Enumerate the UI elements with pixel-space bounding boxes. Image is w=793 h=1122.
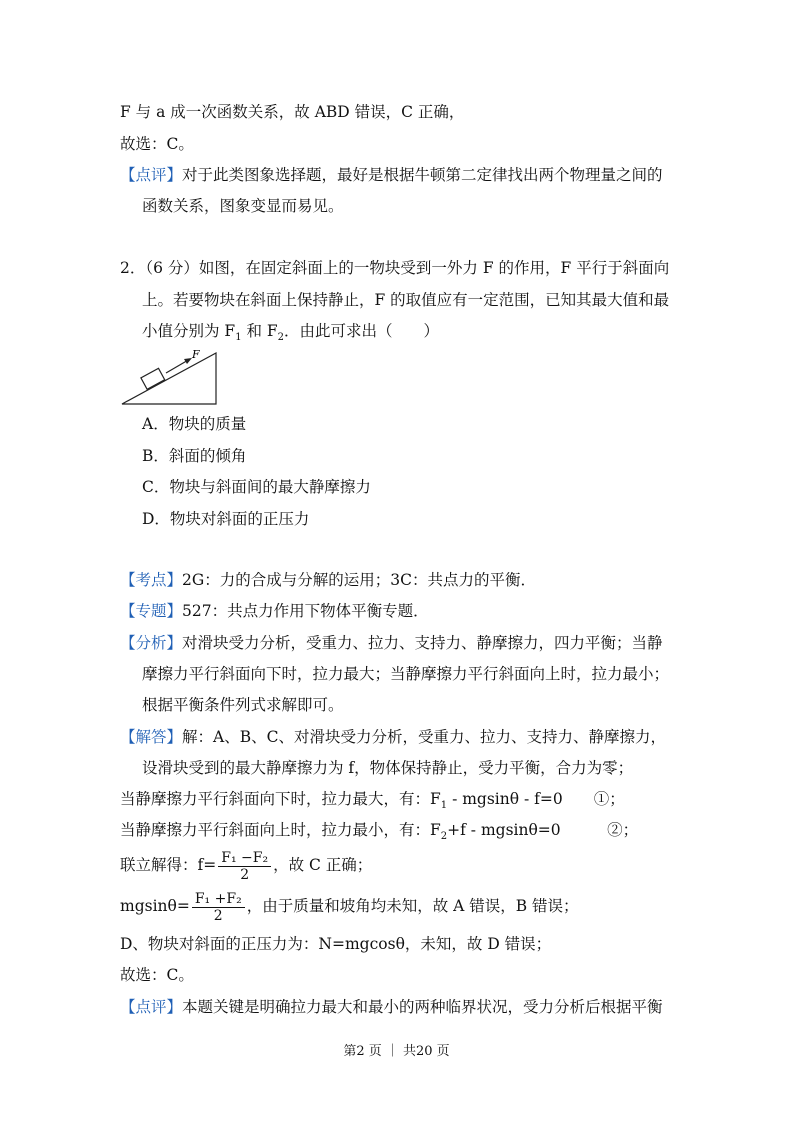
review: 【点评】本题关键是明确拉力最大和最小的两种临界状况，受力分析后根据平衡 — [120, 998, 663, 1016]
option-c: C．物块与斜面间的最大静摩擦力 — [142, 478, 371, 496]
fenxi: 【分析】对滑块受力分析，受重力、拉力、支持力、静摩擦力，四力平衡；当静 — [120, 634, 663, 652]
jieda-cont: 设滑块受到的最大静摩擦力为 f，物体保持静止，受力平衡，合力为零； — [142, 759, 634, 777]
block — [141, 368, 165, 389]
force-arrow-head — [184, 358, 192, 364]
question-stem-2: 上。若要物块在斜面上保持静止，F 的取值应有一定范围，已知其最大值和最 — [142, 291, 670, 309]
equation-2: 当静摩擦力平行斜面向上时，拉力最小，有：$F_2+f - mgsin\theta=0$ ②； — [120, 821, 639, 843]
equation-1: 当静摩擦力平行斜面向下时，拉力最大，有：$F_1 - mgsin\theta - f=0$ ①； — [120, 790, 625, 812]
question-stem-3: 小值分别为 $F_1$ 和 $F_2$．由此可求出（ ） — [142, 322, 440, 344]
fenxi-cont-2: 根据平衡条件列式求解即可。 — [142, 696, 344, 714]
incline-triangle — [122, 353, 216, 404]
option-d-analysis: D、物块对斜面的正压力为：N=mgcosθ，未知，故 D 错误； — [120, 935, 552, 953]
solve-mgsin: mgsinθ= $\frac{\text{F₁ +F₂}}{2}$ ，由于质量和坡角均未知，故 A 错误，B 错误； — [120, 890, 579, 924]
kaodian: 【考点】2G：力的合成与分解的运用；3C：共点力的平衡． — [120, 571, 536, 589]
prev-conclusion: F 与 a 成一次函数关系，故 ABD 错误，C 正确， — [120, 103, 465, 121]
fenxi-cont-1: 摩擦力平行斜面向下时，拉力最大；当静摩擦力平行斜面向上时，拉力最小； — [142, 665, 670, 683]
solve-f: 联立解得：f= $\frac{\text{F₁ −F₂}}{2}$ ，故 C 正确； — [120, 849, 373, 883]
option-b: B．斜面的倾角 — [142, 447, 247, 465]
zhuanti: 【专题】527：共点力作用下物体平衡专题． — [120, 602, 429, 620]
fraction-mgsin: $\frac{\text{F₁ +F₂}}{2}$ — [192, 891, 245, 924]
review-text: 对于此类图象选择题，最好是根据牛顿第二定律找出两个物理量之间的 — [182, 166, 663, 184]
review-tag: 【点评】 — [120, 166, 183, 184]
question-stem-1: 2．（6 分）如图，在固定斜面上的一物块受到一外力 F 的作用，F 平行于斜面向 — [120, 259, 670, 277]
page-footer: 第2 页 ｜ 共20 页 — [343, 1044, 450, 1059]
jieda: 【解答】解：A、B、C、对滑块受力分析，受重力、拉力、支持力、静摩擦力， — [120, 728, 666, 746]
incline-figure — [118, 347, 220, 407]
final-answer: 故选：C。 — [120, 966, 194, 984]
force-label: F — [192, 348, 200, 361]
option-d: D．物块对斜面的正压力 — [142, 510, 310, 528]
fraction-f: $\frac{\text{F₁ −F₂}}{2}$ — [218, 850, 271, 883]
option-a: A．物块的质量 — [142, 415, 247, 433]
prev-review — [120, 165, 663, 185]
prev-review-cont: 函数关系，图象变显而易见。 — [142, 197, 344, 215]
prev-answer: 故选：C。 — [120, 135, 194, 153]
